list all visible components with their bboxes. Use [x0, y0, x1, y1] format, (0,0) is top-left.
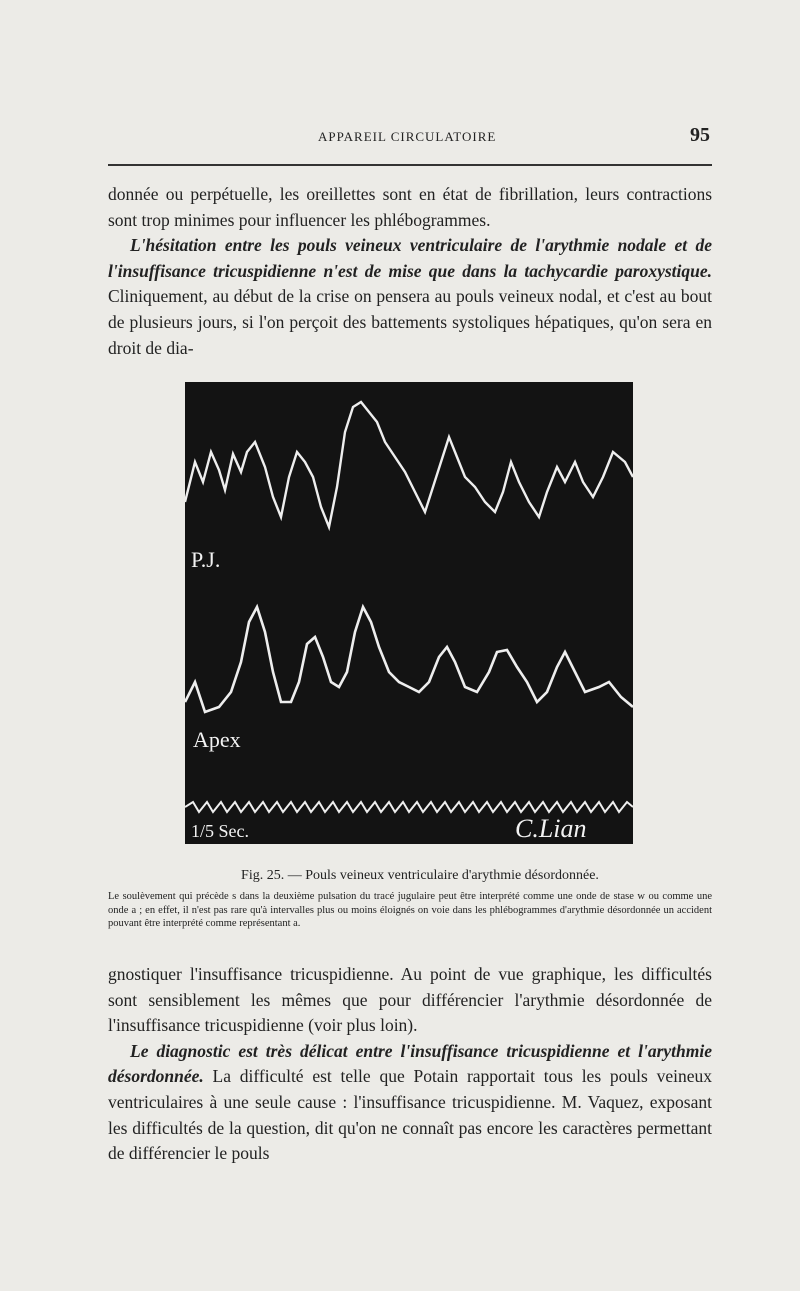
- paragraph-4: [108, 1039, 712, 1167]
- figure-legend: Le soulèvement qui précède s dans la deuxième pulsation du tracé jugulaire peut être interprété comme une onde de stase w ou comme une onde a ; en effet, il n'est pas rare qu'à intervalles plus ou moins éloignés on voie dans les phlébogrammes d'arythmie désordonnée un accident pouvant être interprété comme représentant a.: [108, 891, 712, 929]
- text-before-figure: [108, 182, 712, 361]
- figure-25-tracing: [185, 382, 633, 844]
- figure-caption: Fig. 25. — Pouls veineux ventriculaire d'arythmie désordonnée.: [241, 868, 599, 883]
- running-head: APPAREIL CIRCULATOIRE: [318, 129, 497, 144]
- label-apex: Apex: [193, 727, 241, 752]
- paragraph-2-text: Cliniquement, au début de la crise on pensera au pouls veineux nodal, et c'est au bout de plusieurs jours, si l'on perçoit des battements systoliques hépatiques, qu'on sera en droit de dia-: [108, 286, 712, 358]
- paragraph-4-emphasis: Le diagnostic est très délicat entre l'insuffisance tricuspidienne et l'arythmie désordonnée.: [108, 1040, 712, 1087]
- paragraph-1: donnée ou perpétuelle, les oreillettes sont en état de fibrillation, leurs contractions sont trop minimes pour influencer les phlébogrammes.: [108, 184, 712, 230]
- text-after-figure: [108, 962, 712, 1167]
- paragraph-2-emphasis: L'hésitation entre les pouls veineux ventriculaire de l'arythmie nodale et de l'insuffisance tricuspidienne n'est de mise que dans la tachycardie paroxystique.: [108, 235, 712, 281]
- page-number: 95: [690, 124, 710, 146]
- paragraph-2: [108, 233, 712, 361]
- label-time: 1/5 Sec.: [191, 821, 249, 841]
- tracing-image: [185, 382, 633, 844]
- label-signature: C.Lian: [515, 814, 587, 843]
- paragraph-3: gnostiquer l'insuffisance tricuspidienne. Au point de vue graphique, les difficultés sont sensiblement les mêmes que pour différencier l'arythmie désordonnée de l'insuffisance tricuspidienne (voir plus loin).: [108, 964, 712, 1036]
- page-header: [108, 124, 712, 166]
- label-pj: P.J.: [191, 547, 221, 572]
- paragraph-4-text: La difficulté est telle que Potain rapportait tous les pouls veineux ventriculaires à une seule cause : l'insuffisance tricuspidienne. M. Vaquez, exposant les difficultés de la question, dit qu'on ne connaît pas encore les caractères permettant de différencier le pouls: [108, 1066, 712, 1164]
